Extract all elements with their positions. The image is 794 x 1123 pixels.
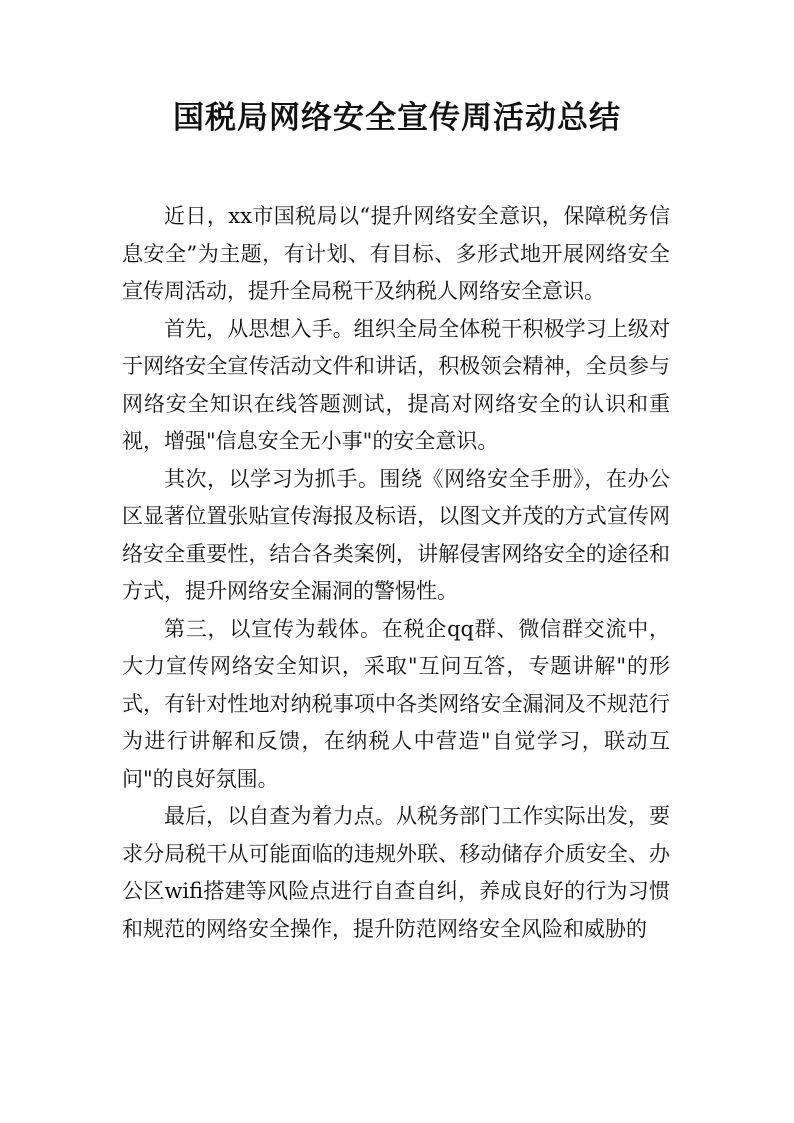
paragraph-last: 最后，以自查为着力点。从税务部门工作实际出发，要求分局税干从可能面临的违规外联、移动储存介质安全、办公区wifi搭建等风险点进行自查自纠，养成良好的行为习惯和规范的网络安全操作，提升防范网络安全风险和威胁的 bbox=[122, 804, 670, 941]
paragraph-third: 第三，以宣传为载体。在税企qq群、微信群交流中，大力宣传网络安全知识，采取"互问互答，专题讲解"的形式，有针对性地对纳税事项中各类网络安全漏洞及不规范行为进行讲解和反馈，在纳税人中营造"自觉学习，联动互问"的良好氛围。 bbox=[122, 616, 670, 791]
paragraph-second: 其次，以学习为抓手。围绕《网络安全手册》，在办公区显著位置张贴宣传海报及标语，以图文并茂的方式宣传网络安全重要性，结合各类案例，讲解侵害网络安全的途径和方式，提升网络安全漏洞的警惕性。 bbox=[122, 466, 670, 603]
document-body bbox=[122, 198, 670, 948]
paragraph-first: 首先，从思想入手。组织全局全体税干积极学习上级对于网络安全宣传活动文件和讲话，积极领会精神，全员参与网络安全知识在线答题测试，提高对网络安全的认识和重视，增强"信息安全无小事"的安全意识。 bbox=[122, 316, 670, 453]
document-title: 国税局网络安全宣传周活动总结 bbox=[173, 100, 621, 136]
paragraph-intro: 近日，xx市国税局以“提升网络安全意识，保障税务信息安全”为主题，有计划、有目标、多形式地开展网络安全宣传周活动，提升全局税干及纳税人网络安全意识。 bbox=[122, 204, 670, 303]
